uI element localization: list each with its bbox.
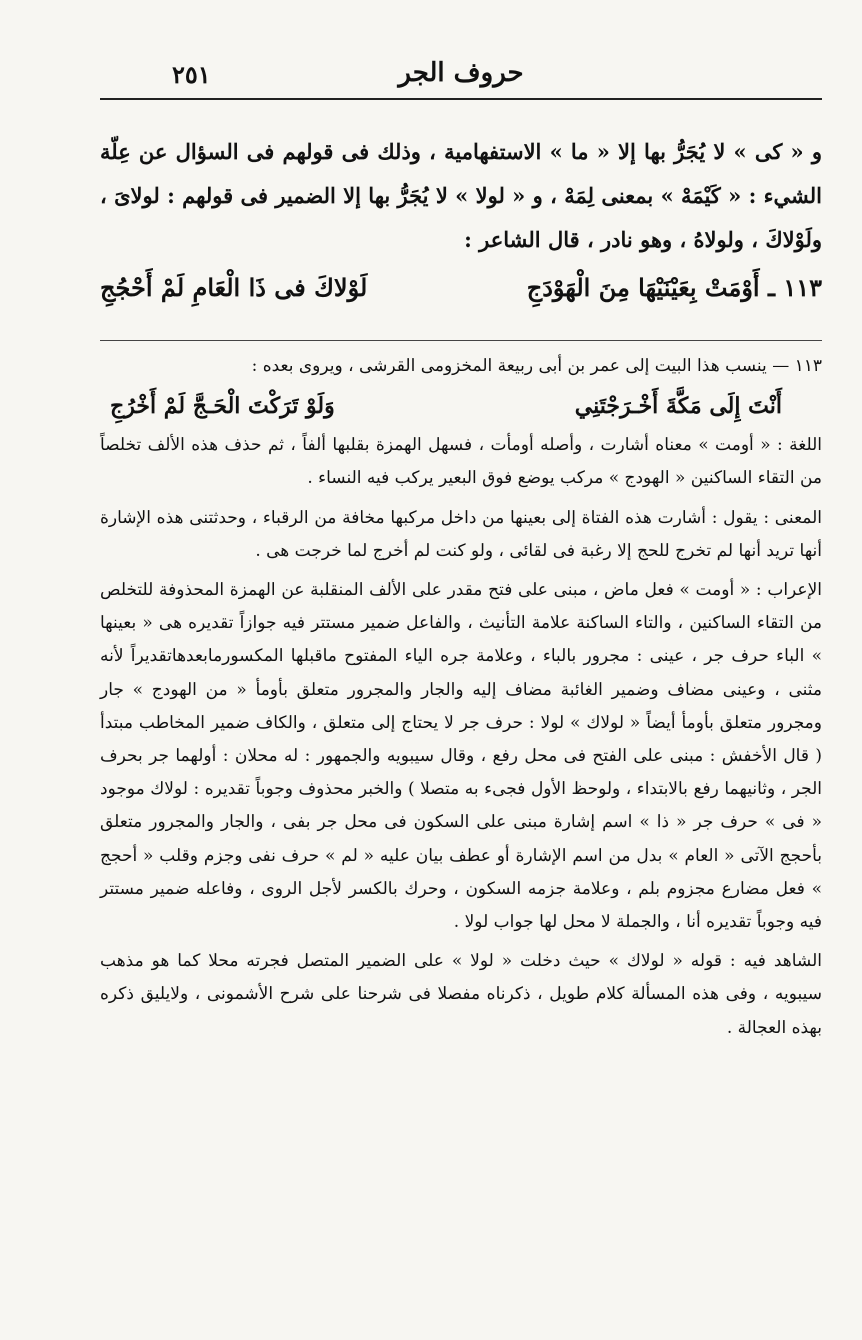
main-paragraph: و « کی » لا يُجَرُّ بها إلا « ما » الاستفهامية ، وذلك فى قولهم فى السؤال عن عِلّة الشيء : « كَيْمَهْ » بمعنى لِمَهْ ، و « لولا » لا يُجَرُّ بها إلا الضمير فى قولهم : لولاىَ ، ولَوْلاكَ ، ولولاهُ ، وهو نادر ، قال الشاعر : [100, 139, 822, 252]
verse-second-hemistich: لَوْلاكَ فى ذَا الْعَامِ لَمْ أَحْجُجِ [100, 273, 368, 302]
footnote-verse [100, 383, 822, 429]
verse-first-hemistich [527, 266, 822, 310]
verse-first-text: أَوْمَتْ بِعَيْنَيْهَا مِنَ الْهَوْدَجِ [526, 273, 760, 302]
footnote-rule [100, 340, 822, 341]
running-title: حروف الجر [398, 58, 524, 88]
page-number: ٢٥١ [172, 60, 211, 89]
footnote-maana: المعنى : يقول : أشارت هذه الفتاة إلى بعينها من داخل مركبها مخافة من الرقباء ، وحدثتنى هذه الإشارة أنها تريد أنها لم تخرج للحج إلا رغبة فى لقائى ، ولو كنت لم أخرج لما خرجت هى . [100, 507, 822, 561]
footnote-intro: ١١٣ — ينسب هذا البيت إلى عمر بن أبى ربيعة المخزومى القرشى ، ويروى بعده : [251, 356, 822, 376]
footnote-verse-second: وَلَوْ تَرَكْتَ الْحَـجَّ لَمْ أَخْرُجِ [110, 393, 335, 420]
verse-number: ١١٣ ـ [767, 273, 822, 302]
footnote-shahid: الشاهد فيه : قوله « لولاك » حيث دخلت « لولا » على الضمير المتصل فجرته محلا كما هو مذهب سيبويه ، وفى هذه المسألة كلام طويل ، ذكرناه مفصلا فى شرحنا على شرح الأشمونى ، ولايليق ذكره بهذه العجالة . [100, 951, 822, 1038]
footnote-verse-first: أَنْتَ إِلَى مَكَّةَ أَخْـرَجْتَنِي [574, 393, 782, 420]
footnote [100, 350, 822, 1045]
main-text [100, 130, 822, 310]
verse-113 [100, 266, 822, 310]
page-header [100, 58, 822, 96]
footnote-lugha: اللغة : « أومت » معناه أشارت ، وأصله أومأت ، فسهل الهمزة بقلبها ألفاً ، ثم حذف هذه الألف تخلصاً من التقاء الساكنين « الهودج » مركب يوضع فوق البعير يركب فيه النساء . [100, 435, 822, 489]
footnote-irab: الإعراب : « أومت » فعل ماض ، مبنى على فتح مقدر على الألف المنقلبة عن الهمزة المحذوفة للتخلص من التقاء الساكنين ، والتاء الساكنة علامة التأنيث ، والفاعل ضمير مستتر فيه جوازاً تقديره هى « بعينها » الباء حرف جر ، عينى : مجرور بالباء ، وعلامة جره الياء المفتوح ماقبلها المكسورمابعدهاتقديراً لأنه مثنى ، وعينى مضاف وضمير الغائبة مضاف إليه والجار والمجرور متعلق بأومأ « من الهودج » جار ومجرور متعلق بأومأ أيضاً « لولاك » لولا : حرف جر لا يحتاج إلى متعلق ، والكاف ضمير المخاطب مبتدأ ( قال الأخفش : مبنى على الفتح فى محل رفع ، وقال سيبويه والجمهور : له محلان : أولهما جر بحرف الجر ، وثانيهما رفع بالابتداء ، ولوحظ الأول فجىء به متصلا ) والخبر محذوف وجوباً تقديره : لولاك موجود « فى » حرف جر « ذا » اسم إشارة مبنى على السكون فى محل جر بفى ، والجار والمجرور متعلق بأحجج الآتى « العام » بدل من اسم الإشارة أو عطف بيان عليه « لم » حرف نفى وجزم وقلب « أحجج » فعل مضارع مجزوم بلم ، وعلامة جزمه السكون ، وحرك بالكسر لأجل الروى ، وفاعله ضمير مستتر فيه وجوباً تقديره أنا ، والجملة لا محل لها جواب لولا . [100, 580, 822, 933]
header-rule [100, 98, 822, 100]
